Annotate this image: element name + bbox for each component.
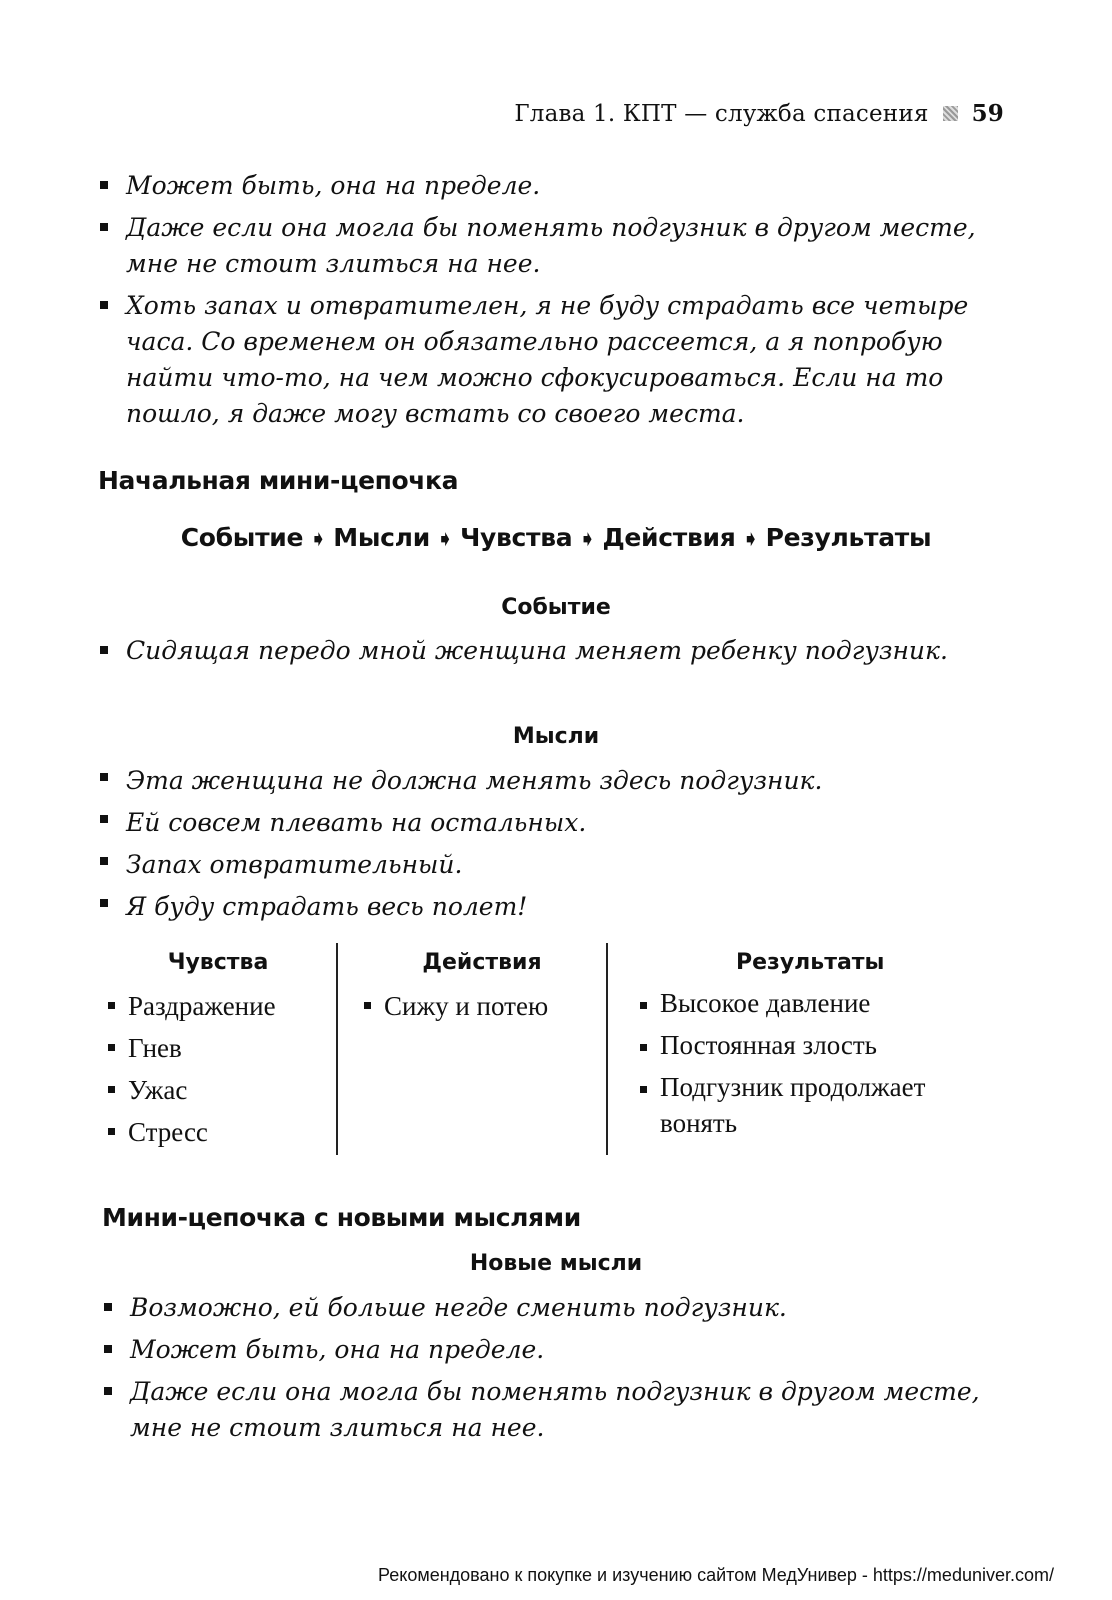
feelings-list [108, 985, 328, 1153]
list-item: Эта женщина не должна менять здесь подгузник. [100, 760, 990, 802]
running-header [514, 100, 1004, 127]
list-item: Сижу и потею [364, 985, 600, 1027]
chain-step: Событие [180, 523, 304, 552]
chain-step: Чувства [460, 523, 573, 552]
results-column [640, 950, 980, 1141]
page-number: 59 [971, 100, 1004, 127]
list-item: Я буду страдать весь полет! [100, 886, 990, 928]
section-title-initial-chain: Начальная мини-цепочка [98, 466, 459, 495]
arrow-icon: ➧ [435, 527, 455, 552]
column-divider [606, 943, 608, 1155]
arrow-icon: ➧ [578, 527, 597, 552]
list-item: Высокое давление [640, 985, 980, 1021]
chain-steps [0, 523, 1112, 552]
list-item: Может быть, она на пределе. [104, 1332, 994, 1368]
list-item: Даже если она могла бы поменять подгузник в другом месте, мне не стоит злиться на нее. [104, 1374, 994, 1446]
arrow-icon: ➧ [741, 527, 760, 552]
list-item: Возможно, ей больше негде сменить подгузник. [104, 1290, 994, 1326]
thoughts-heading: Мысли [512, 724, 600, 749]
column-divider [336, 943, 338, 1155]
actions-column [364, 950, 600, 1027]
chain-step: Действия [602, 523, 736, 552]
arrow-icon: ➧ [309, 527, 328, 552]
top-thoughts-list [100, 168, 990, 432]
feelings-heading: Чувства [167, 950, 269, 975]
chain-step: Мысли [333, 523, 430, 552]
list-item: Сидящая передо мной женщина меняет ребенку подгузник. [100, 633, 990, 669]
list-item: Подгузник продолжает вонять [640, 1069, 980, 1141]
event-list [100, 633, 990, 669]
list-item: Даже если она могла бы поменять подгузник в другом месте, мне не стоит злиться на нее. [100, 210, 990, 282]
footer-recommendation: Рекомендовано к покупке и изучению сайтом МедУнивер - https://meduniver.com/ [378, 1565, 1054, 1585]
section-title-new-chain: Мини-цепочка с новыми мыслями [102, 1203, 581, 1232]
list-item: Запах отвратительный. [100, 844, 990, 886]
chapter-title: Глава 1. КПТ — служба спасения [514, 100, 929, 127]
chain-step: Результаты [765, 523, 932, 552]
list-item: Ужас [108, 1069, 328, 1111]
actions-heading: Действия [422, 950, 542, 975]
actions-list [364, 985, 600, 1027]
new-thoughts-list [104, 1290, 994, 1446]
list-item: Гнев [108, 1027, 328, 1069]
thoughts-list [100, 760, 990, 928]
list-item: Может быть, она на пределе. [100, 168, 990, 204]
header-square-icon [943, 106, 958, 121]
list-item: Постоянная злость [640, 1027, 980, 1063]
results-list [640, 985, 980, 1141]
list-item: Ей совсем плевать на остальных. [100, 802, 990, 844]
event-heading: Событие [501, 595, 611, 620]
list-item: Стресс [108, 1111, 328, 1153]
new-thoughts-heading: Новые мысли [469, 1251, 643, 1276]
list-item: Раздражение [108, 985, 328, 1027]
results-heading: Результаты [736, 950, 885, 975]
feelings-column [108, 950, 328, 1153]
list-item: Хоть запах и отвратителен, я не буду страдать все четыре часа. Со временем он обязательно рассеется, а я попробую найти что-то, на чем можно сфокусироваться. Если на то пошло, я даже могу встать со своего места. [100, 288, 990, 432]
